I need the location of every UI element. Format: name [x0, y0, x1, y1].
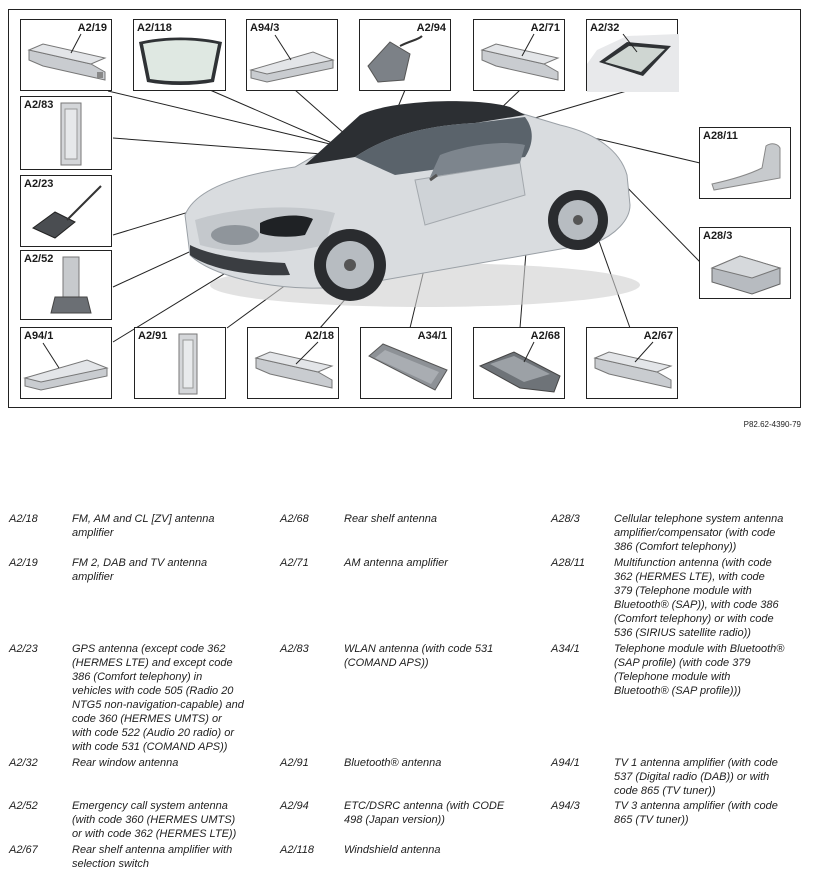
callout-label: A2/23	[24, 178, 54, 190]
component-box-a28-3	[699, 227, 791, 299]
legend-description-line: or with code 362 (HERMES LTE))	[72, 828, 237, 840]
callout-label: A94/1	[24, 330, 54, 342]
legend-description-line: Telephone module with Bluetooth®	[614, 643, 785, 655]
legend-description-line: ETC/DSRC antenna (with CODE	[344, 800, 505, 812]
legend-description	[72, 756, 178, 770]
component-box-a2-23	[20, 175, 112, 247]
amplifier-module-image	[247, 20, 339, 92]
component-box-a2-32	[586, 19, 678, 91]
legend-code: A34/1	[551, 643, 580, 655]
legend-description-line: FM, AM and CL [ZV] antenna	[72, 513, 215, 525]
legend-description	[344, 642, 493, 670]
callout-label: A34/1	[417, 330, 447, 342]
legend-code: A2/68	[280, 513, 309, 525]
wlan-antenna-image	[21, 97, 113, 171]
legend-description-line: amplifier/compensator (with code	[614, 527, 776, 539]
legend-description-line: AM antenna amplifier	[344, 557, 448, 569]
legend-description-line: Bluetooth® (SAP profile)))	[614, 685, 741, 697]
component-box-a2-94	[359, 19, 451, 91]
callout-label: A2/68	[530, 330, 560, 342]
callout-label: A2/94	[416, 22, 446, 34]
legend-description	[344, 512, 437, 526]
bluetooth-antenna-image	[135, 328, 227, 400]
callout-label: A2/52	[24, 253, 54, 265]
legend-code: A2/71	[280, 557, 309, 569]
legend-code: A2/23	[9, 643, 38, 655]
component-box-a2-68	[473, 327, 565, 399]
legend-description-line: (Telephone module with	[614, 671, 731, 683]
component-box-a2-83	[20, 96, 112, 170]
legend-description-line: vehicles with code 505 (Radio 20	[72, 685, 234, 697]
legend-description-line: selection switch	[72, 858, 150, 870]
legend-description	[614, 556, 779, 640]
legend-description	[72, 642, 244, 754]
legend-description	[72, 799, 236, 841]
legend-description-line: (with code 360 (HERMES UMTS)	[72, 814, 236, 826]
rear-window-image	[587, 20, 679, 92]
amplifier-module-image	[21, 20, 113, 92]
component-box-a2-71	[473, 19, 565, 91]
callout-label: A2/83	[24, 99, 54, 111]
legend-description-line: (COMAND APS))	[344, 657, 429, 669]
callout-label: A28/11	[703, 130, 738, 142]
legend-description	[344, 843, 441, 857]
emergency-call-antenna-image	[21, 251, 113, 321]
telephone-module-image	[361, 328, 453, 400]
legend-description-line: code 865 (TV tuner))	[614, 785, 716, 797]
legend-description-line: 865 (TV tuner))	[614, 814, 689, 826]
legend-description	[344, 756, 441, 770]
callout-label: A28/3	[703, 230, 733, 242]
legend-description	[344, 556, 448, 570]
legend-code: A2/18	[9, 513, 38, 525]
legend-code: A2/67	[9, 844, 38, 856]
amplifier-module-image	[587, 328, 679, 400]
legend-description-line: Bluetooth® antenna	[344, 757, 442, 769]
legend-description-line: Rear shelf antenna amplifier with	[72, 844, 233, 856]
legend-description-line: 498 (Japan version))	[344, 814, 445, 826]
legend-description-line: Emergency call system antenna	[72, 800, 228, 812]
component-box-a34-1	[360, 327, 452, 399]
legend-code: A28/3	[551, 513, 580, 525]
amplifier-module-image	[21, 328, 113, 400]
legend-description-line: Windshield antenna	[344, 844, 441, 856]
legend-code: A2/52	[9, 800, 38, 812]
legend-description	[614, 512, 783, 554]
rear-shelf-antenna-image	[474, 328, 566, 400]
legend-description-line: 386 (Comfort telephony) in	[72, 671, 203, 683]
legend-description-line: 386 (Comfort telephony))	[614, 541, 737, 553]
legend-description-line: (Comfort telephony) or with code	[614, 613, 774, 625]
component-box-a2-19	[20, 19, 112, 91]
gps-antenna-image	[21, 176, 113, 248]
legend-description-line: 536 (SIRIUS satellite radio))	[614, 627, 751, 639]
callout-label: A2/118	[137, 22, 172, 34]
legend-code: A2/83	[280, 643, 309, 655]
callout-label: A2/71	[530, 22, 560, 34]
legend-description-line: (SAP profile) (with code 379	[614, 657, 751, 669]
component-box-a94-3	[246, 19, 338, 91]
legend-description	[614, 756, 778, 798]
legend-description	[614, 642, 784, 698]
car-illustration	[175, 95, 645, 310]
component-box-a2-52	[20, 250, 112, 320]
legend-code: A2/91	[280, 757, 309, 769]
legend-description	[72, 843, 232, 871]
legend-description-line: amplifier	[72, 527, 114, 539]
legend-description-line: Rear window antenna	[72, 757, 179, 769]
windshield-image	[134, 20, 227, 92]
legend-code: A94/3	[551, 800, 580, 812]
legend-code: A2/94	[280, 800, 309, 812]
figure-reference: P82.62-4390-79	[743, 420, 801, 429]
dsrc-antenna-image	[360, 20, 452, 92]
legend-description	[72, 512, 214, 540]
legend-description-line: GPS antenna (except code 362	[72, 643, 226, 655]
component-box-a2-18	[247, 327, 339, 399]
legend-description	[614, 799, 778, 827]
legend-description-line: NTG5 non-navigation-capable) and	[72, 699, 244, 711]
legend-description-line: Bluetooth® (SAP)), with code 386	[614, 599, 779, 611]
legend-description	[72, 556, 207, 584]
callout-label: A2/67	[643, 330, 673, 342]
legend-description-line: (HERMES LTE) and except code	[72, 657, 233, 669]
compensator-module-image	[700, 228, 792, 300]
legend-description-line: 537 (Digital radio (DAB)) or with	[614, 771, 770, 783]
legend-description-line: TV 3 antenna amplifier (with code	[614, 800, 778, 812]
legend-code: A2/118	[280, 844, 315, 856]
shark-fin-antenna-image	[700, 128, 792, 200]
legend-code: A94/1	[551, 757, 580, 769]
legend-description-line: with code 531 (COMAND APS))	[72, 741, 228, 753]
legend-code: A28/11	[551, 557, 586, 569]
legend-description-line: Cellular telephone system antenna	[614, 513, 784, 525]
component-box-a2-118	[133, 19, 226, 91]
legend-description-line: Rear shelf antenna	[344, 513, 437, 525]
legend-code: A2/32	[9, 757, 38, 769]
amplifier-module-image	[248, 328, 340, 400]
legend-description-line: TV 1 antenna amplifier (with code	[614, 757, 778, 769]
legend-description-line: with code 522 (Audio 20 radio) or	[72, 727, 235, 739]
legend-description-line: FM 2, DAB and TV antenna	[72, 557, 208, 569]
legend-description-line: 379 (Telephone module with	[614, 585, 752, 597]
legend-description-line: code 360 (HERMES UMTS) or	[72, 713, 222, 725]
callout-label: A94/3	[250, 22, 280, 34]
component-box-a28-11	[699, 127, 791, 199]
component-box-a2-67	[586, 327, 678, 399]
legend-description-line: WLAN antenna (with code 531	[344, 643, 494, 655]
legend-code: A2/19	[9, 557, 38, 569]
legend-description	[344, 799, 504, 827]
callout-label: A2/19	[77, 22, 107, 34]
component-box-a2-91	[134, 327, 226, 399]
legend-description-line: 362 (HERMES LTE), with code	[614, 571, 765, 583]
legend-description-line: amplifier	[72, 571, 114, 583]
component-box-a94-1	[20, 327, 112, 399]
callout-label: A2/18	[304, 330, 334, 342]
amplifier-module-image	[474, 20, 566, 92]
callout-label: A2/32	[590, 22, 620, 34]
callout-label: A2/91	[138, 330, 168, 342]
legend-description-line: Multifunction antenna (with code	[614, 557, 772, 569]
